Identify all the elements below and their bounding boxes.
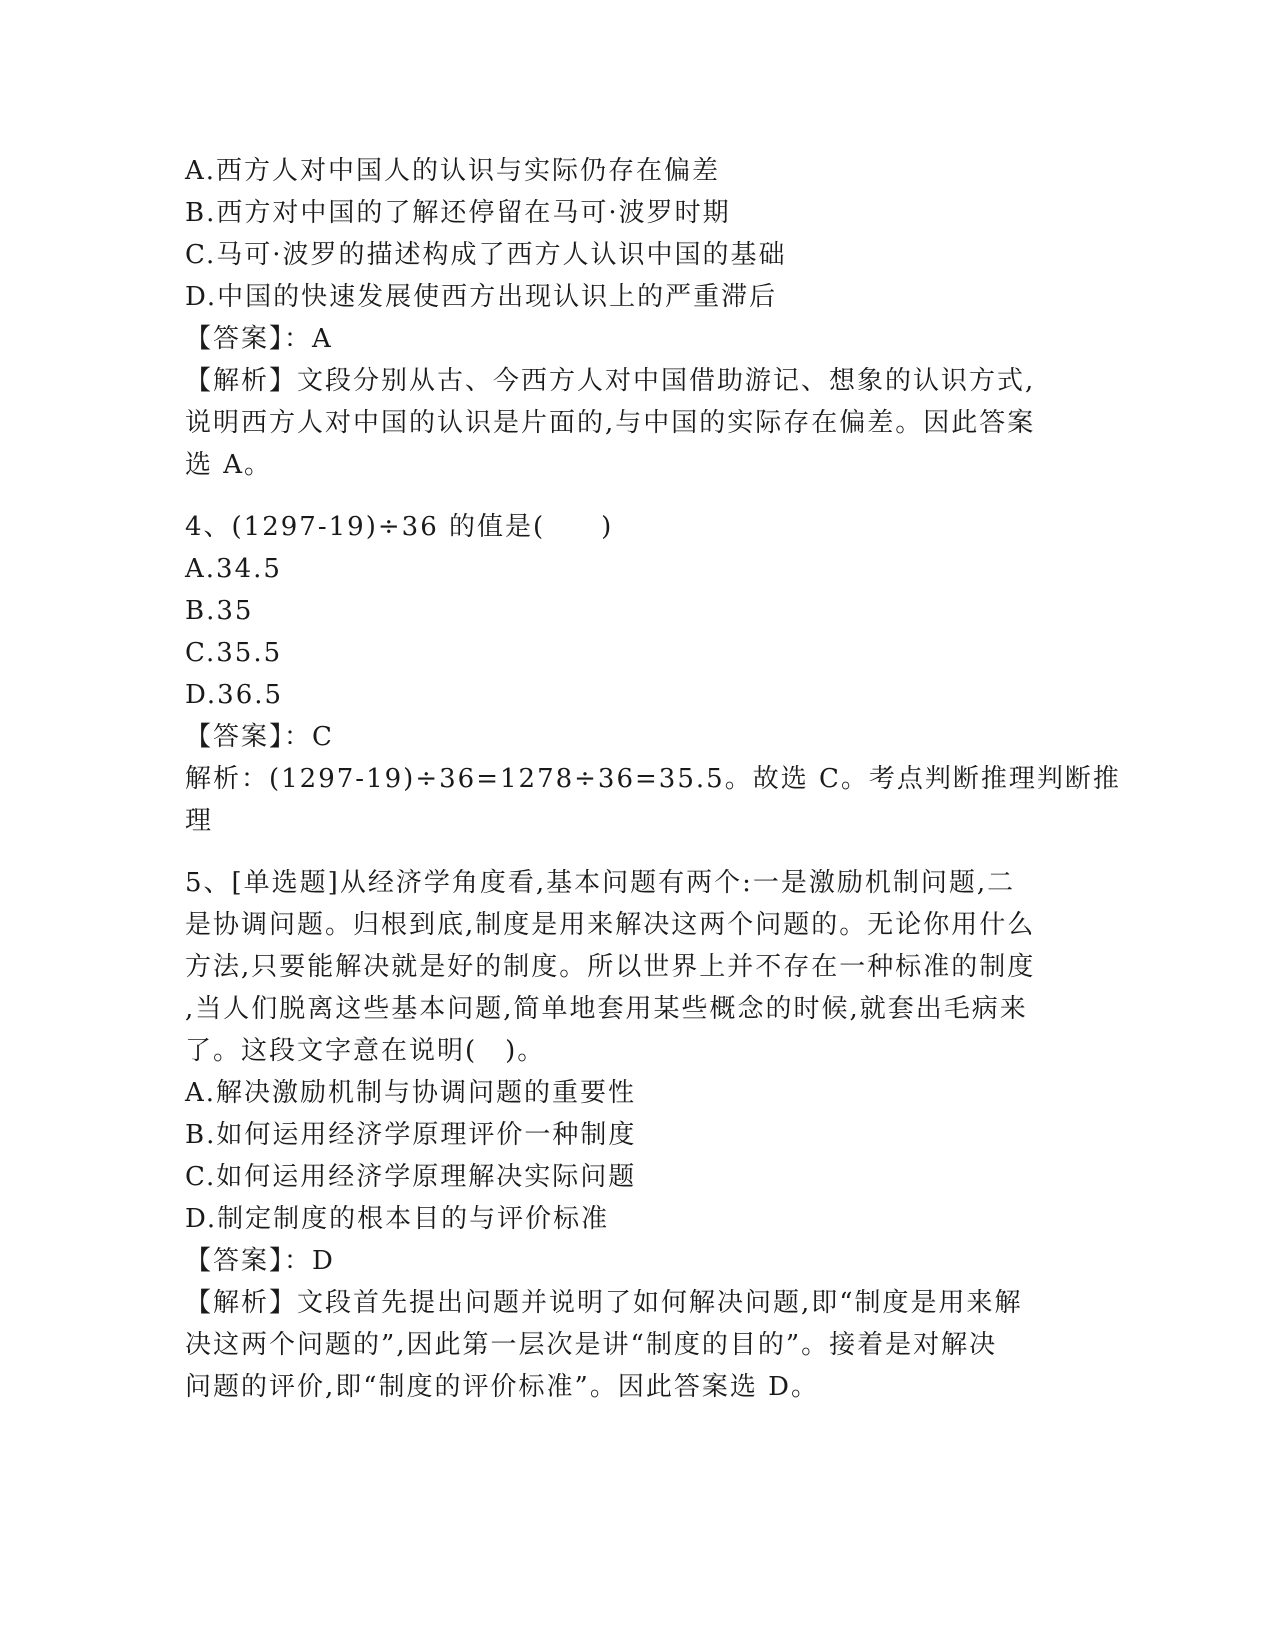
option-d: D.36.5 [185,680,284,710]
question-3-answer: 【答案】：A [185,324,333,354]
question-4-stem: 4、(1297-19)÷36 的值是( ) [185,512,614,542]
option-c: C.马可·波罗的描述构成了西方人认识中国的基础 [185,240,787,270]
analysis-line: 【解析】文段首先提出问题并说明了如何解决问题,即“制度是用来解 [185,1288,1023,1318]
option-a: A.解决激励机制与协调问题的重要性 [185,1078,637,1108]
analysis-line: 说明西方人对中国的认识是片面的,与中国的实际存在偏差。因此答案 [185,408,1036,438]
stem-line: 5、[单选题]从经济学角度看,基本问题有两个:一是激励机制问题,二 [185,868,1016,898]
document-page [185,150,1121,1408]
question-3-options [185,150,1085,318]
analysis-line: 选 A。 [185,450,273,480]
analysis-line: 决这两个问题的”,因此第一层次是讲“制度的目的”。接着是对解决 [185,1330,998,1360]
option-b: B.西方对中国的了解还停留在马可·波罗时期 [185,198,731,228]
option-b: B.35 [185,596,254,626]
option-a: A.34.5 [185,554,282,584]
analysis-line: 理 [185,806,214,836]
question-4-answer: 【答案】：C [185,722,334,752]
stem-line: 方法,只要能解决就是好的制度。所以世界上并不存在一种标准的制度 [185,952,1036,982]
option-c: C.如何运用经济学原理解决实际问题 [185,1162,637,1192]
question-4-options [185,548,1085,716]
option-a: A.西方人对中国人的认识与实际仍存在偏差 [185,156,721,186]
stem-line: ,当人们脱离这些基本问题,简单地套用某些概念的时候,就套出毛病来 [185,994,1028,1024]
analysis-line: 解析：(1297-19)÷36=1278÷36=35.5。故选 C。考点判断推理判断推 [185,764,1121,794]
option-d: D.中国的快速发展使西方出现认识上的严重滞后 [185,282,778,312]
option-d: D.制定制度的根本目的与评价标准 [185,1204,610,1234]
question-3-analysis [185,360,1085,486]
question-5-stem [185,862,1085,1072]
question-5-options [185,1072,1085,1240]
question-5-analysis [185,1282,1085,1408]
option-b: B.如何运用经济学原理评价一种制度 [185,1120,637,1150]
stem-line: 了。这段文字意在说明( )。 [185,1036,546,1066]
analysis-line: 【解析】文段分别从古、今西方人对中国借助游记、想象的认识方式, [185,366,1036,396]
analysis-line: 问题的评价,即“制度的评价标准”。因此答案选 D。 [185,1372,819,1402]
question-5-answer: 【答案】：D [185,1246,335,1276]
stem-line: 是协调问题。归根到底,制度是用来解决这两个问题的。无论你用什么 [185,910,1036,940]
option-c: C.35.5 [185,638,283,668]
question-4-analysis [185,758,1121,842]
